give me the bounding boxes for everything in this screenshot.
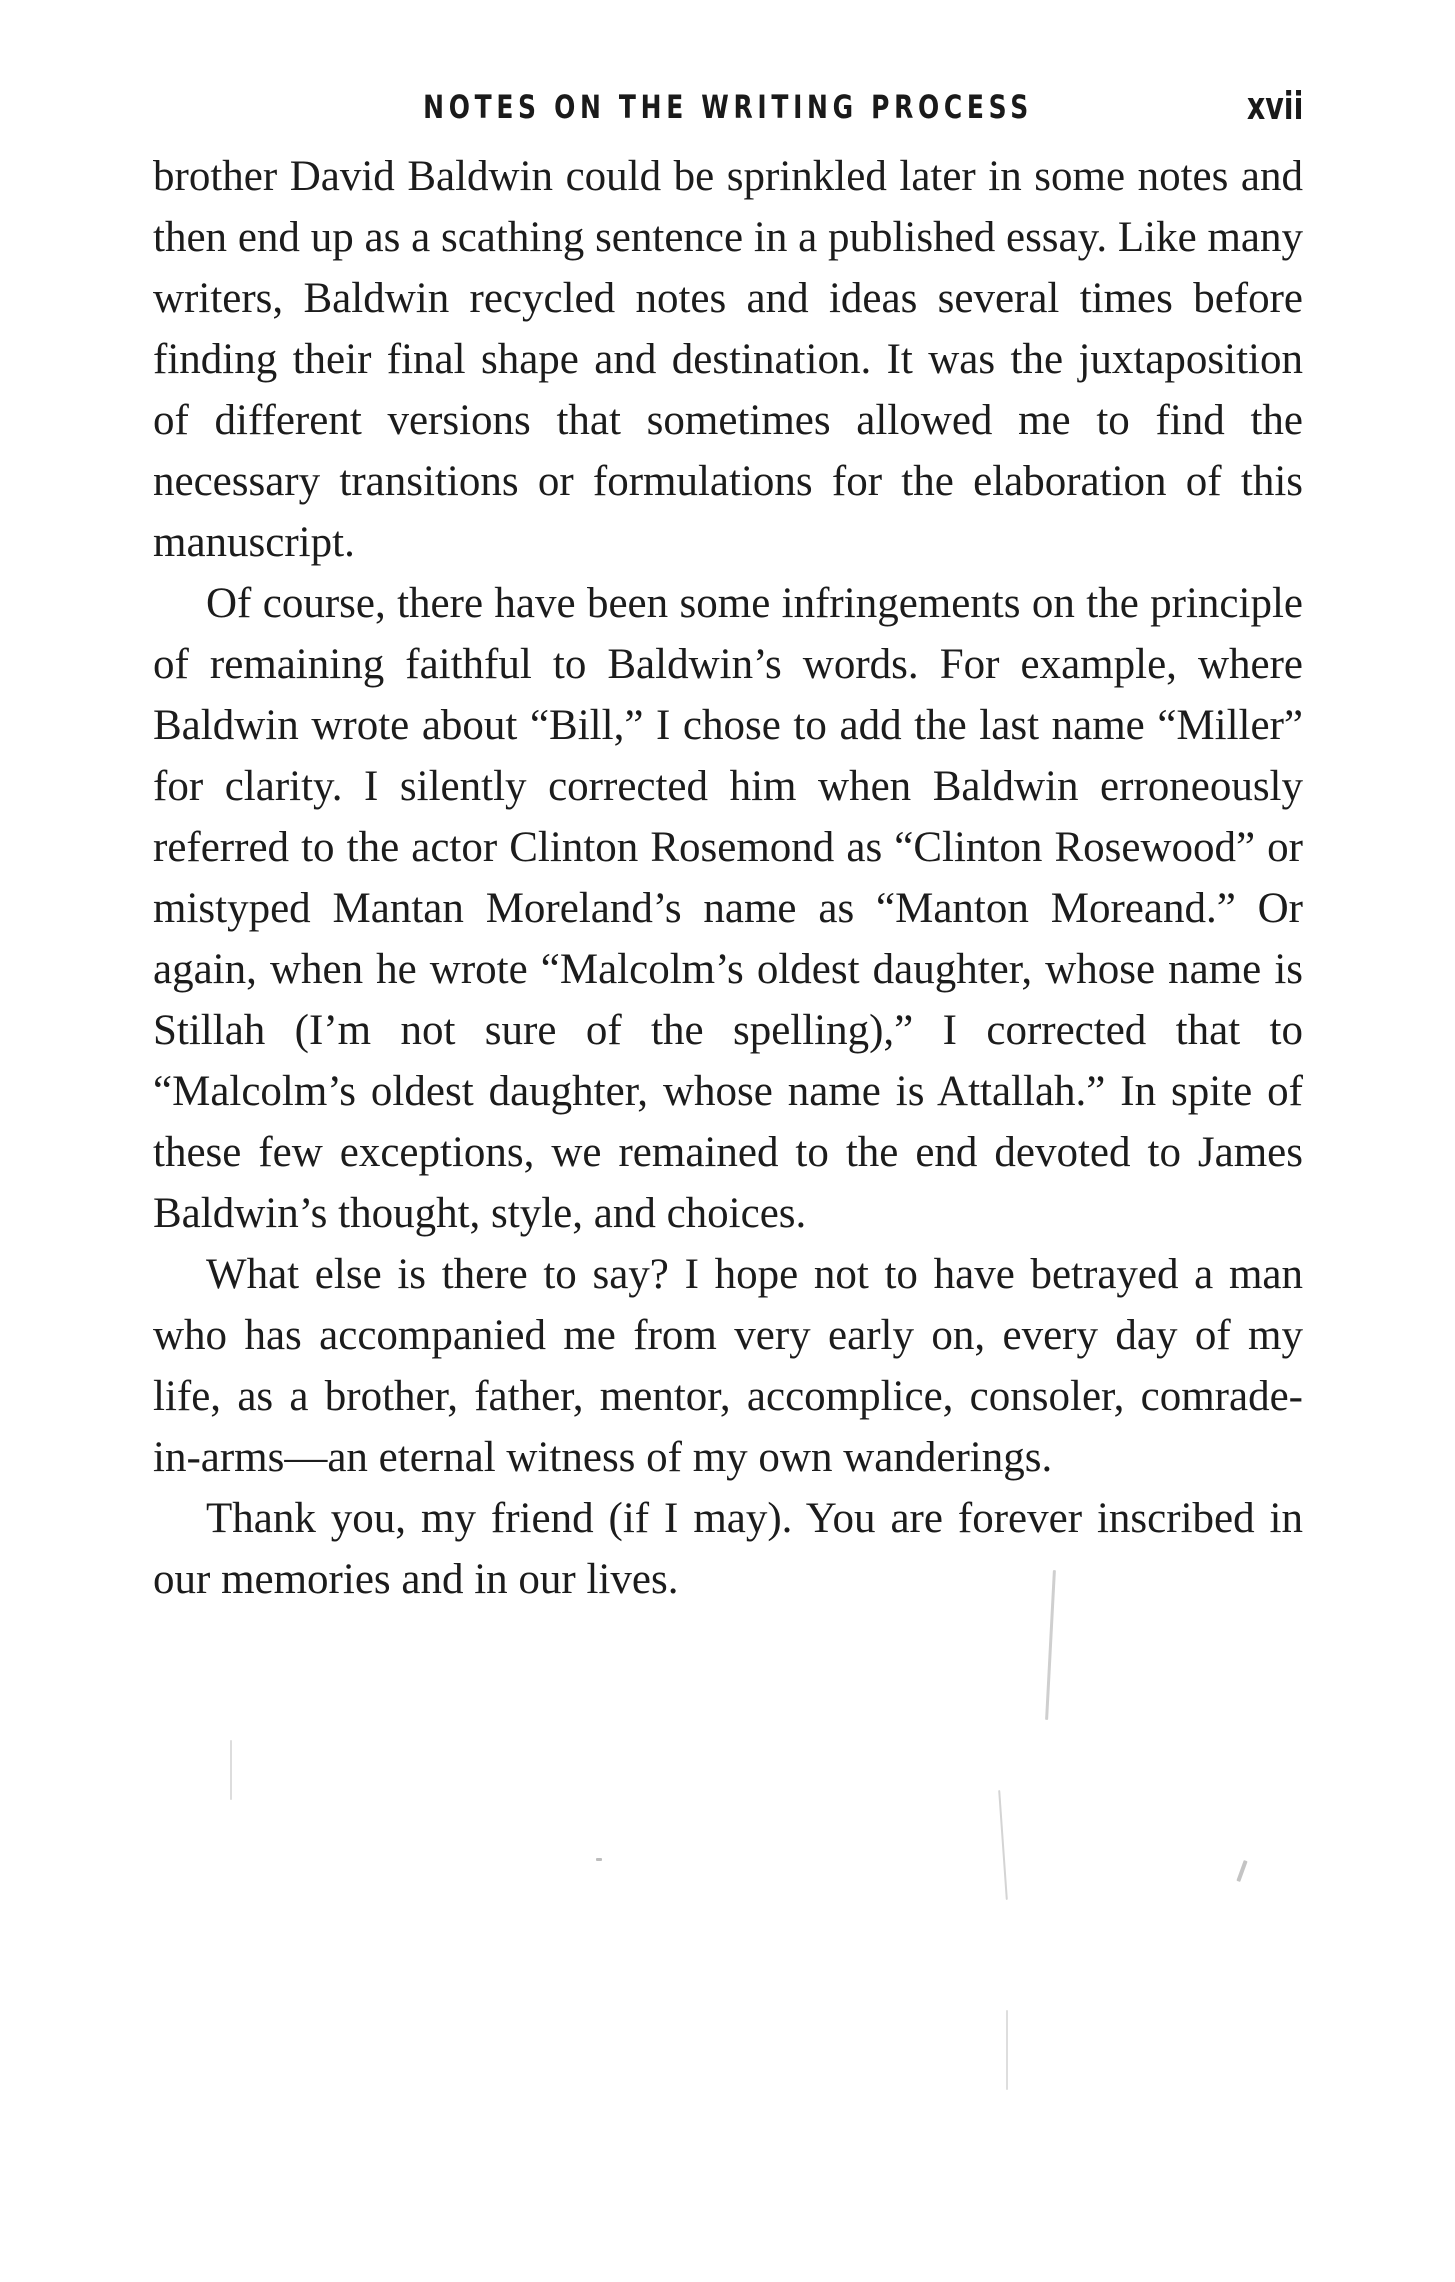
running-title: NOTES ON THE WRITING PROCESS	[423, 88, 1033, 126]
scan-mark	[1236, 1860, 1247, 1882]
body-text	[153, 146, 1303, 1610]
scan-mark	[998, 1790, 1008, 1900]
scan-mark	[1006, 2010, 1008, 2090]
paragraph-continuation: brother David Baldwin could be sprinkled later in some notes and then end up as a scathing sentence in a published essay. Like many writers, Baldwin recycled notes and ideas several times before finding their final shape and destination. It was the juxtaposition of different versions that sometimes allowed me to find the necessary transitions or formulations for the elaboration of this manuscript.	[153, 153, 1303, 566]
scan-mark	[596, 1858, 602, 1861]
paragraph-infringements: Of course, there have been some infringements on the principle of remaining faithful to Baldwin’s words. For example, where Baldwin wrote about “Bill,” I chose to add the last name “Miller” for clarity. I silently corrected him when Baldwin erroneously referred to the actor Clinton Rosemond as “Clinton Rosewood” or mistyped Mantan Moreland’s name as “Manton Moreand.” Or again, when he wrote “Malcolm’s oldest daughter, whose name is Stillah (I’m not sure of the spelling),” I corrected that to “Malcolm’s oldest daughter, whose name is Attallah.” In spite of these few exceptions, we remained to the end devoted to James Baldwin’s thought, style, and choices.	[153, 580, 1303, 1237]
page-number: xvii	[1246, 84, 1303, 128]
running-head	[153, 78, 1303, 138]
paragraph-thank-you: Thank you, my friend (if I may). You are forever inscribed in our memories and in our lives.	[153, 1495, 1303, 1603]
scan-mark	[230, 1740, 232, 1800]
paragraph-what-else: What else is there to say? I hope not to have betrayed a man who has accompanied me from very early on, every day of my life, as a brother, father, mentor, accomplice, consoler, comrade-in-arms—an eternal witness of my own wanderings.	[153, 1251, 1303, 1481]
